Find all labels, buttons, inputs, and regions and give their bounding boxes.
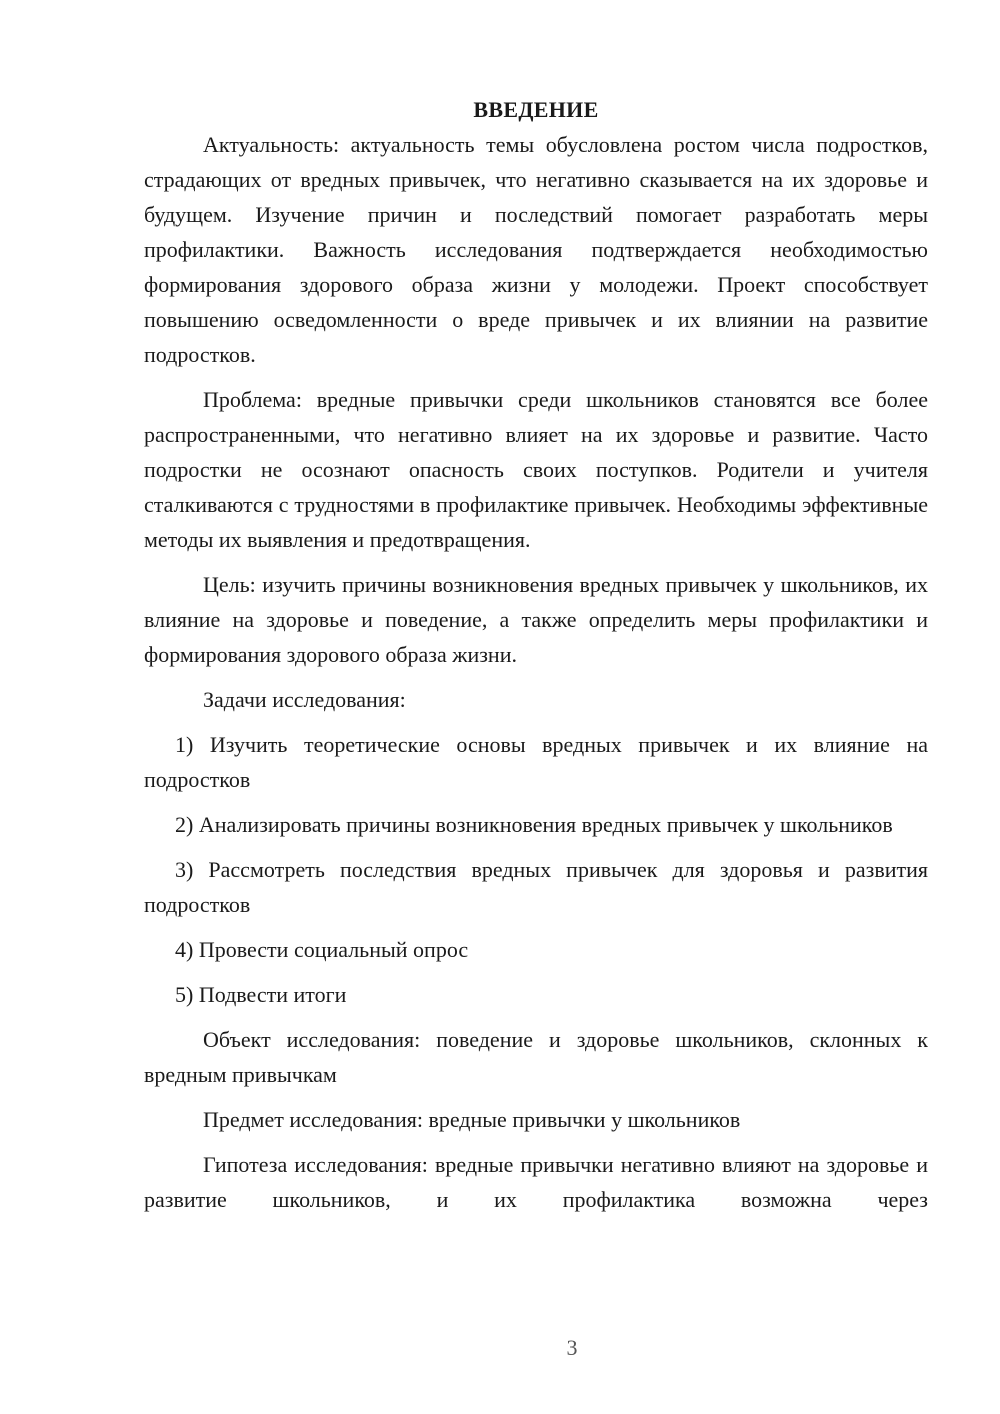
paragraph-tasks-title: Задачи исследования: [203, 687, 406, 712]
task-item-2: 2) Анализировать причины возникновения вредных привычек у школьников [175, 812, 893, 837]
task-item-5: 5) Подвести итоги [175, 982, 347, 1007]
task-item-3: 3) Рассмотреть последствия вредных привычек для здоровья и развития подростков [144, 857, 928, 917]
paragraph-object: Объект исследования: поведение и здоровье школьников, склонных к вредным привычкам [144, 1027, 928, 1087]
paragraph-goal: Цель: изучить причины возникновения вредных привычек у школьников, их влияние на здоровье и поведение, а также определить меры профилактики и формирования здорового образа жизни. [144, 572, 928, 667]
paragraph-problem: Проблема: вредные привычки среди школьников становятся все более распространенными, что негативно влияет на их здоровье и развитие. Часто подростки не осознают опасность своих поступков. Родители и учителя сталкиваются с трудностями в профилактике привычек. Необходимы эффективные методы их выявления и предотвращения. [144, 387, 928, 552]
page-number: 3 [566, 1335, 578, 1360]
task-item-1: 1) Изучить теоретические основы вредных привычек и их влияние на подростков [144, 732, 928, 792]
paragraph-hypothesis: Гипотеза исследования: вредные привычки негативно влияют на здоровье и развитие школьников, и их профилактика возможна через [144, 1152, 928, 1212]
task-item-4: 4) Провести социальный опрос [175, 937, 469, 962]
paragraph-relevance: Актуальность: актуальность темы обусловлена ростом числа подростков, страдающих от вредных привычек, что негативно сказывается на их здоровье и будущем. Изучение причин и последствий помогает разработать меры профилактики. Важность исследования подтверждается необходимостью формирования здорового образа жизни у молодежи. Проект способствует повышению осведомленности о вреде привычек и их влиянии на развитие подростков. [144, 132, 928, 367]
page-content [144, 92, 928, 1217]
paragraph-subject: Предмет исследования: вредные привычки у школьников [203, 1107, 741, 1132]
section-heading: ВВЕДЕНИЕ [473, 97, 599, 122]
